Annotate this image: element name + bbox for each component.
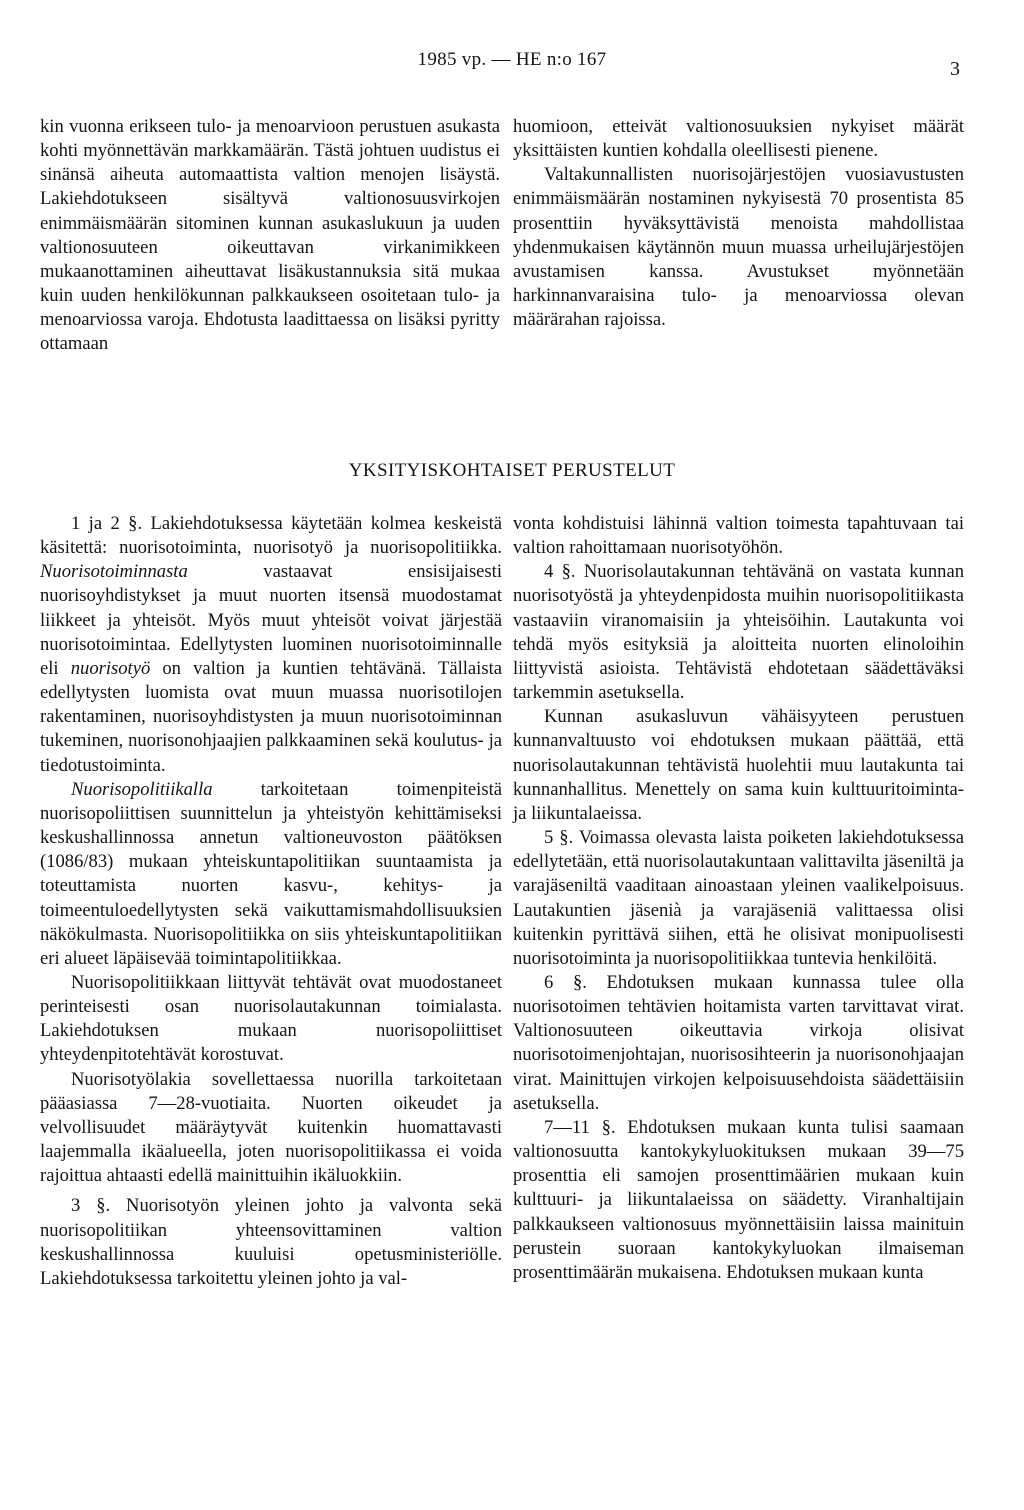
paragraph: 5 §. Voimassa olevasta laista poiketen lakiehdotuksessa edellytetään, että nuorisolautakuntaan valittavilta jäseniltä ja varajäseniltä vaaditaan ainoastaan yleinen vaalikelpoisuus. Lautakuntien jäsenià ja varajäseniä valittaessa olisi kuitenkin pyrittävä siihen, että he olisivat monipuolisesti nuorisotoiminta ja nuorisopolitiikkaa tuntevia henkilöitä. [513, 827, 964, 969]
paragraph: 7—11 §. Ehdotuksen mukaan kunta tulisi saamaan valtionosuutta kantokykyluokituksen mukaan 39—75 prosenttia eli samojen prosenttimäärien mukaan kuin kulttuuri- ja liikuntalaeissa on säädetty. Viranhaltijain palkkaukseen valtionosuus myönnettäisiin laissa mainituin perustein suoraan kantokykyluokan ilmaiseman prosenttimäärän mukaisena. Ehdotuksen mukaan kunta [513, 1116, 964, 1283]
paragraph: huomioon, etteivät valtionosuuksien nykyiset määrät yksittäisten kuntien kohdalla oleellisesti pienene. [513, 116, 964, 162]
paragraph: kin vuonna erikseen tulo- ja menoarvioon perustuen asukasta kohti myönnettävän markkamäärän. Tästä johtuen uudistus ei sinänsä aiheuta automaattista valtion menojen lisäystä. Lakiehdotukseen sisältyvä valtionosuusvirkojen enimmäismäärän sitominen kunnan asukaslukuun ja uuden valtionosuuteen oikeuttavan virkanimikkeen mukaanottaminen aiheuttavat lisäkustannuksia sitä mukaa kuin uuden henkilökunnan palkkaukseen osoitetaan tulo- ja menoarviossa varoja. Ehdotusta laadittaessa on lisäksi pyritty ottamaan [40, 116, 500, 355]
running-header: 1985 vp. — HE n:o 167 [417, 49, 607, 70]
paragraph-text: on valtion ja kuntien tehtävänä. Tällaista edellytysten luomista ovat muun muassa nuorisotilojen rakentaminen, nuorisoyhdistysten ja muun nuorisotoiminnan tukeminen, nuorisonohjaajien palkkaaminen sekä koulutus- ja tiedotustoiminta. [40, 657, 502, 776]
emphasis-term: Nuorisopolitiikalla [71, 778, 213, 800]
paragraph: 4 §. Nuorisolautakunnan tehtävänä on vastata kunnan nuorisotyöstä ja yhteydenpidosta muihin nuorisopolitiikasta vastaaviin viranomaisiin ja yhteisöihin. Lautakunta voi tehdä myös esityksiä ja aloitteita nuorten elinoloihin liittyvistä asioista. Tehtävistä ehdotetaan säädettäväksi tarkemmin asetuksella. [513, 561, 964, 704]
paragraph: 6 §. Ehdotuksen mukaan kunnassa tulee olla nuorisotoimen tehtävien hoitamista varten tarvittavat virat. Valtionosuuteen oikeuttavia virkoja olisivat nuorisotoimenjohtajan, nuorisosihteerin ja nuorisonohjaajan virat. Mainittujen virkojen kelpoisuusehdoista säädettäisiin asetuksella. [513, 971, 964, 1114]
paragraph: Kunnan asukasluvun vähäisyyteen perustuen kunnanvaltuusto voi ehdotuksen mukaan päättää, että nuorisolautakunnan tehtävistä huolehtii muu lautakunta tai kunnanhallitus. Menettely on sama kuin kulttuuritoiminta- ja liikuntalaeissa. [513, 706, 964, 824]
paragraph: Nuorisopolitiikkaan liittyvät tehtävät ovat muodostaneet perinteisesti osan nuorisolautakunnan toimialasta. Lakiehdotuksen mukaan nuorisopoliittiset yhteydenpitotehtävät korostuvat. [40, 971, 502, 1066]
page-number: 3 [950, 58, 960, 80]
section-heading: YKSITYISKOHTAISET PERUSTELUT [348, 460, 676, 481]
paragraph [40, 512, 502, 778]
bottom-left-column [40, 512, 502, 1291]
paragraph: Valtakunnallisten nuorisojärjestöjen vuosiavustusten enimmäismäärän nostaminen nykyisestä 70 prosentista 85 prosenttiin hyväksyttävistä menoista mahdollistaa yhdenmukaisen käytännön muun muassa urheilujärjestöjen avustamisen kanssa. Avustukset myönnetään harkinnanvaraisina tulo- ja menoarviossa olevan määrärahan rajoissa. [513, 164, 964, 331]
paragraph-text: vastaavat ensisijaisesti nuorisoyhdistykset ja muut nuorten itsensä muodostamat liikkeet ja yhteisöt. Myös muut yhteisöt voivat järjestää nuorisotoimintaa. Edellytysten luominen nuorisotoiminnalle eli [40, 561, 502, 679]
top-right-column [513, 115, 964, 332]
emphasis-term: nuorisotyö [70, 657, 151, 679]
paragraph [40, 778, 502, 971]
bottom-right-column [513, 512, 964, 1285]
paragraph-text: tarkoitetaan toimenpiteistä nuorisopoliittisen suunnittelun ja yhteistyön kehittämiseksi keskushallinnossa annetun valtioneuvoston päätöksen (1086/83) mukaan yhteiskuntapolitiikan suuntaamista ja toteuttamista nuorten kasvu-, kehitys- ja toimeentuloedellytysten sekä vaikuttamismahdollisuuksien näkökulmasta. Nuorisopolitiikka on siis yhteiskuntapolitiikan eri alueet läpäisevää toimintapolitiikkaa. [40, 778, 502, 969]
paragraph-text: 1 ja 2 §. Lakiehdotuksessa käytetään kolmea keskeistä käsitettä: nuorisotoiminta, nuorisotyö ja nuorisopolitiikka. [40, 513, 502, 559]
top-left-column [40, 115, 500, 357]
emphasis-term: Nuorisotoiminnasta [40, 561, 188, 583]
paragraph: Nuorisotyölakia sovellettaessa nuorilla tarkoitetaan pääasiassa 7—28-vuotiaita. Nuorten oikeudet ja velvollisuudet määräytyvät kuitenkin huomattavasti laajemmalla ikäalueella, joten nuorisopolitiikassa ei voida rajoittua ahtaasti edellä mainittuihin ikäluokkiin. [40, 1068, 502, 1187]
paragraph: vonta kohdistuisi lähinnä valtion toimesta tapahtuvaan tai valtion rahoittamaan nuorisotyöhön. [513, 513, 964, 559]
paragraph: 3 §. Nuorisotyön yleinen johto ja valvonta sekä nuorisopolitiikan yhteensovittaminen valtion keskushallinnossa kuuluisi opetusministeriölle. Lakiehdotuksessa tarkoitettu yleinen johto ja val- [40, 1195, 502, 1289]
